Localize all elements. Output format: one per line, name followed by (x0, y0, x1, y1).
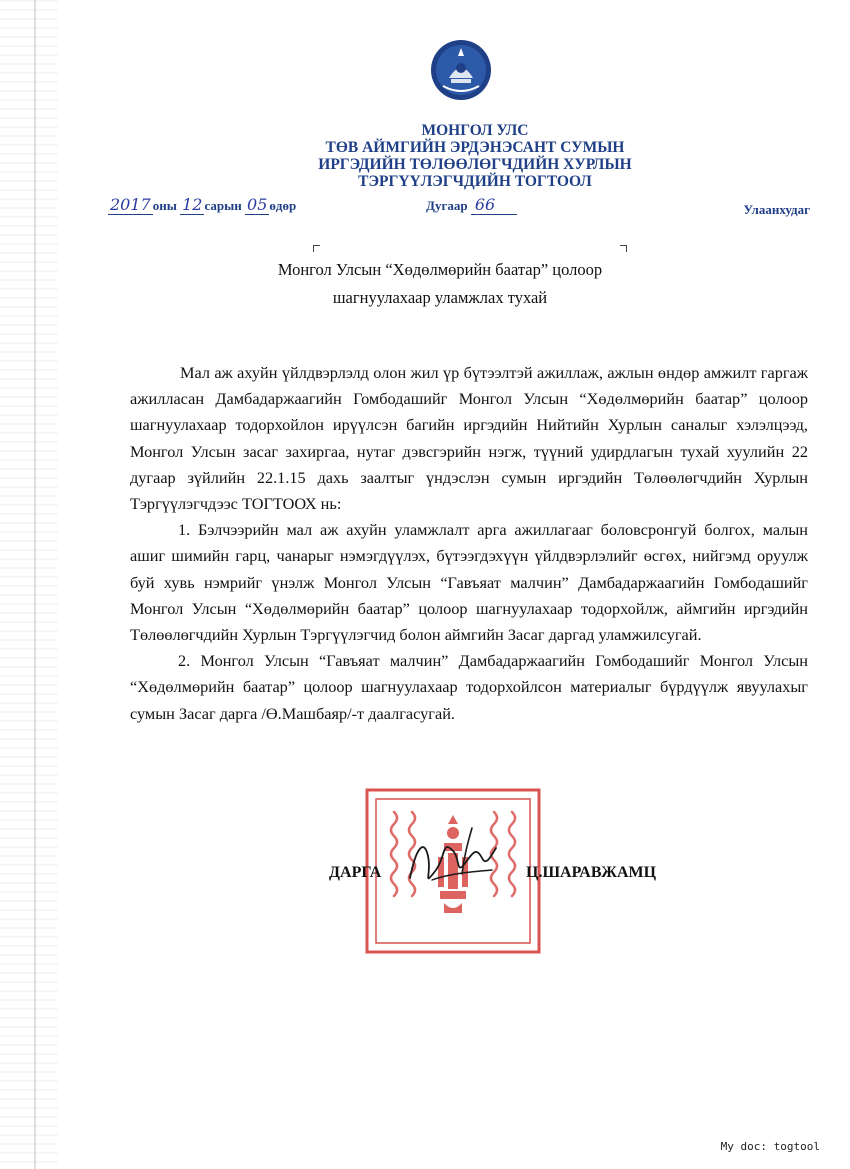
state-emblem-icon (429, 38, 493, 102)
date-day-suffix: өдөр (269, 198, 297, 213)
subject-corner-right (620, 245, 627, 252)
subject-line-1: Монгол Улсын “Хөдөлмөрийн баатар” цолоор (277, 260, 603, 279)
header-line-country: МОНГОЛ УЛС (421, 122, 529, 139)
date-month-suffix: сарын (204, 198, 242, 213)
body-item-2: 2. Монгол Улсын “Гавъяат малчин” Дамбадаржаагийн Гомбодашийг Монгол Улсын “Хөдөлмөрийн баатар” цолоор шагнуулахаар тодорхойлсон материалыг бүрдүүлж явуулахыг сумын Засаг дарга /Ө.Машбаяр/-т даалгасугай. (130, 651, 808, 723)
document-subject (200, 256, 680, 312)
header-line-resolution: ТЭРГҮҮЛЭГЧДИЙН ТОГТООЛ (358, 173, 592, 190)
document-number: 66 (471, 196, 517, 215)
date-year: 2017 (110, 195, 151, 214)
date-month: 12 (182, 195, 203, 214)
date-year-suffix: оны (152, 198, 177, 213)
body-item-1: 1. Бэлчээрийн мал аж ахуйн уламжлалт арга ажиллагааг боловсронгуй болгох, малын ашиг шимийн гарц, чанарыг нэмэгдүүлэх, бүтээгдэхүүн үйлдвэрлэлийг өсгөх, нийгэмд оруулж буй хувь нэмрийг үнэлж Монгол Улсын “Гавъяат малчин” Дамбадаржаагийн Гомбодашийг Монгол Улсын “Хөдөлмөрийн баатар” цолоор шагнуулахаар тодорхойлж, аймгийн иргэдийн Төлөөлөгчдийн Хурлын Тэргүүлэгчид болон аймгийн Засаг даргад уламжилсугай. (130, 520, 808, 645)
header-line-soum: ТӨВ АЙМГИЙН ЭРДЭНЭСАНТ СУМЫН (325, 139, 625, 156)
date-day: 05 (247, 195, 268, 214)
place-name: Улаанхудаг (743, 202, 810, 217)
subject-corner-left (313, 245, 320, 252)
file-reference: My doc: togtool (720, 1140, 820, 1153)
body-intro-paragraph: Мал аж ахуйн үйлдвэрлэлд олон жил үр бүтээлтэй ажиллаж, ажлын өндөр амжилт гаргаж ажилласан Дамбадаржаагийн Гомбодашийг Монгол Улсын “Хөдөлмөрийн баатар” цолоор шагнуулахаар тодорхойлон ирүүлсэн багийн иргэдийн Нийтийн Хурлын саналыг хэлэлцээд, Монгол Улсын засаг захиргаа, нутаг дэвсгэрийн нэгж, түүний удирдлагын тухай хуулийн 22 дугаар зүйлийн 22.1.15 дахь заалтыг үндэслэн сумын иргэдийн Төлөөлөгчдийн Хурлын Тэргүүлэгчдээс ТОГТООХ нь: (130, 363, 808, 514)
date-line (108, 196, 810, 222)
number-label: Дугаар (426, 198, 468, 213)
handwritten-signature (402, 818, 502, 898)
header-line-council: ИРГЭДИЙН ТӨЛӨӨЛӨГЧДИЙН ХУРЛЫН (318, 156, 632, 173)
date-block (108, 196, 296, 215)
subject-line-2: шагнуулахаар уламжлах тухай (332, 288, 548, 307)
document-body (130, 360, 808, 727)
signatory-title: ДАРГА (329, 864, 382, 881)
document-header (0, 122, 850, 190)
signatory-name: Ц.ШАРАВЖАМЦ (526, 864, 657, 881)
number-block (426, 196, 517, 215)
